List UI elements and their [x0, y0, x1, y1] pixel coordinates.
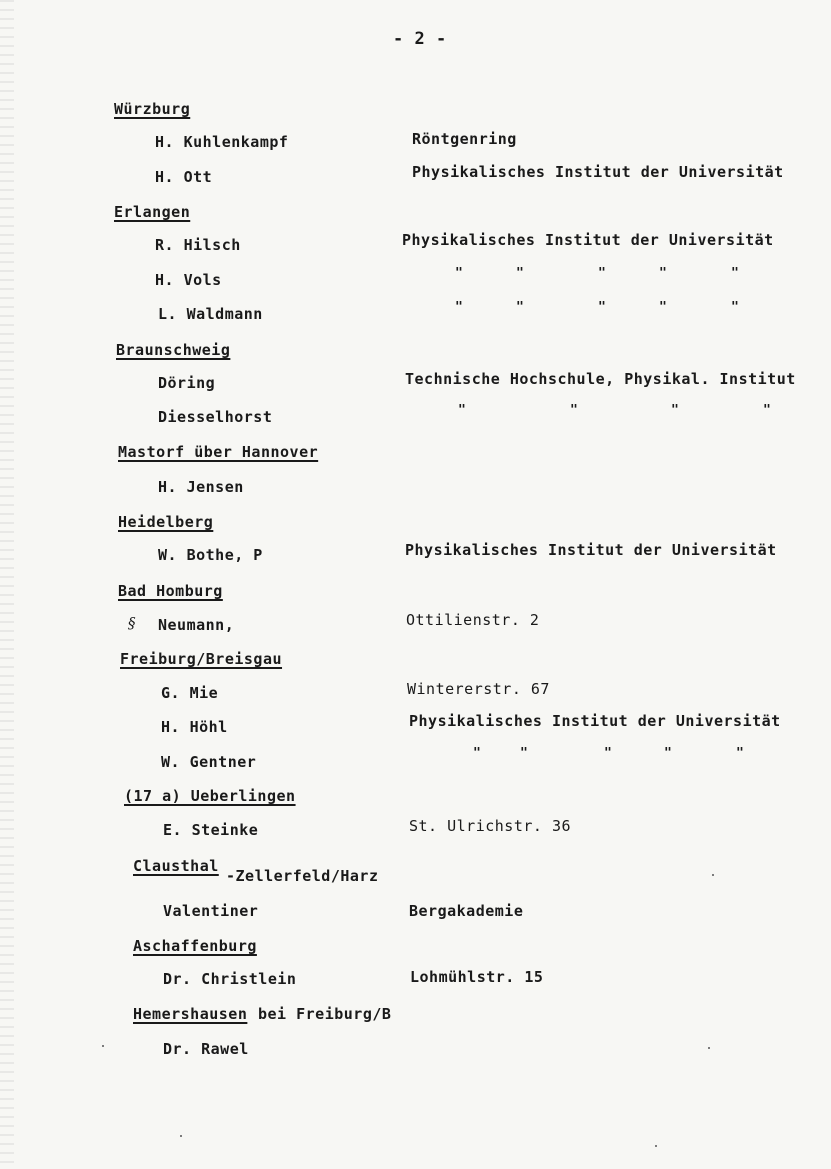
person-name: H. Höhl — [161, 718, 228, 736]
ditto-mark: " — [736, 746, 744, 761]
person-info: Lohmühlstr. 15 — [410, 968, 544, 986]
ditto-mark: " — [604, 746, 612, 761]
ditto-mark: " — [598, 266, 606, 281]
ditto-mark: " — [731, 266, 739, 281]
ditto-mark: " — [570, 403, 578, 418]
person-name: R. Hilsch — [155, 236, 241, 254]
city-heading: Erlangen — [114, 203, 191, 221]
ditto-mark: " — [659, 300, 667, 315]
city-heading: Hemershausen — [133, 1005, 248, 1023]
person-name: H. Kuhlenkampf — [155, 133, 289, 151]
ditto-mark: " — [516, 266, 524, 281]
city-heading: (17 a) Ueberlingen — [124, 787, 296, 805]
person-info: Physikalisches Institut der Universität — [402, 231, 774, 249]
city-heading: Braunschweig — [116, 341, 231, 359]
person-name: Dr. Rawel — [163, 1040, 249, 1058]
page-number: - 2 - — [393, 29, 447, 49]
person-info: Bergakademie — [409, 902, 524, 920]
city-heading: Bad Homburg — [118, 582, 223, 600]
scan-speck — [708, 1047, 710, 1049]
person-info: Ottilienstr. 2 — [406, 611, 540, 629]
ditto-mark: " — [516, 300, 524, 315]
scan-speck — [655, 1145, 657, 1147]
person-info: Röntgenring — [412, 130, 517, 148]
ditto-mark: " — [731, 300, 739, 315]
city-suffix: -Zellerfeld/Harz — [226, 867, 379, 885]
person-name: Valentiner — [163, 902, 259, 920]
person-name: Dr. Christlein — [163, 970, 297, 988]
person-name: H. Ott — [155, 168, 213, 186]
ditto-mark: " — [473, 746, 481, 761]
city-heading: Clausthal — [133, 857, 219, 875]
person-name: H. Jensen — [158, 478, 244, 496]
ditto-mark: " — [455, 300, 463, 315]
person-name: Döring — [158, 374, 216, 392]
scan-speck — [180, 1135, 182, 1137]
scan-edge-noise — [0, 0, 14, 1169]
person-name: H. Vols — [155, 271, 222, 289]
ditto-mark: " — [598, 300, 606, 315]
ditto-mark: " — [763, 403, 771, 418]
person-info: Wintererstr. 67 — [407, 680, 550, 698]
ditto-mark: " — [520, 746, 528, 761]
person-name: W. Gentner — [161, 753, 257, 771]
city-heading: Mastorf über Hannover — [118, 443, 319, 461]
ditto-mark: " — [664, 746, 672, 761]
person-info: Physikalisches Institut der Universität — [409, 712, 781, 730]
scan-speck — [712, 874, 714, 876]
ditto-mark: " — [659, 266, 667, 281]
person-name: Neumann, — [158, 616, 235, 634]
person-info: St. Ulrichstr. 36 — [409, 817, 572, 835]
city-heading: Freiburg/Breisgau — [120, 650, 283, 668]
ditto-mark: " — [671, 403, 679, 418]
scan-speck — [102, 1045, 104, 1047]
city-suffix: bei Freiburg/B — [258, 1005, 392, 1023]
city-heading: Würzburg — [114, 100, 191, 118]
handwritten-mark: § — [128, 614, 136, 632]
person-name: L. Waldmann — [158, 305, 263, 323]
person-info: Technische Hochschule, Physikal. Institut — [405, 370, 796, 388]
ditto-mark: " — [455, 266, 463, 281]
person-info: Physikalisches Institut der Universität — [405, 541, 777, 559]
person-name: E. Steinke — [163, 821, 259, 839]
person-name: W. Bothe, P — [158, 546, 263, 564]
person-name: G. Mie — [161, 684, 219, 702]
city-heading: Aschaffenburg — [133, 937, 257, 955]
person-name: Diesselhorst — [158, 408, 273, 426]
ditto-mark: " — [458, 403, 466, 418]
person-info: Physikalisches Institut der Universität — [412, 163, 784, 181]
city-heading: Heidelberg — [118, 513, 214, 531]
